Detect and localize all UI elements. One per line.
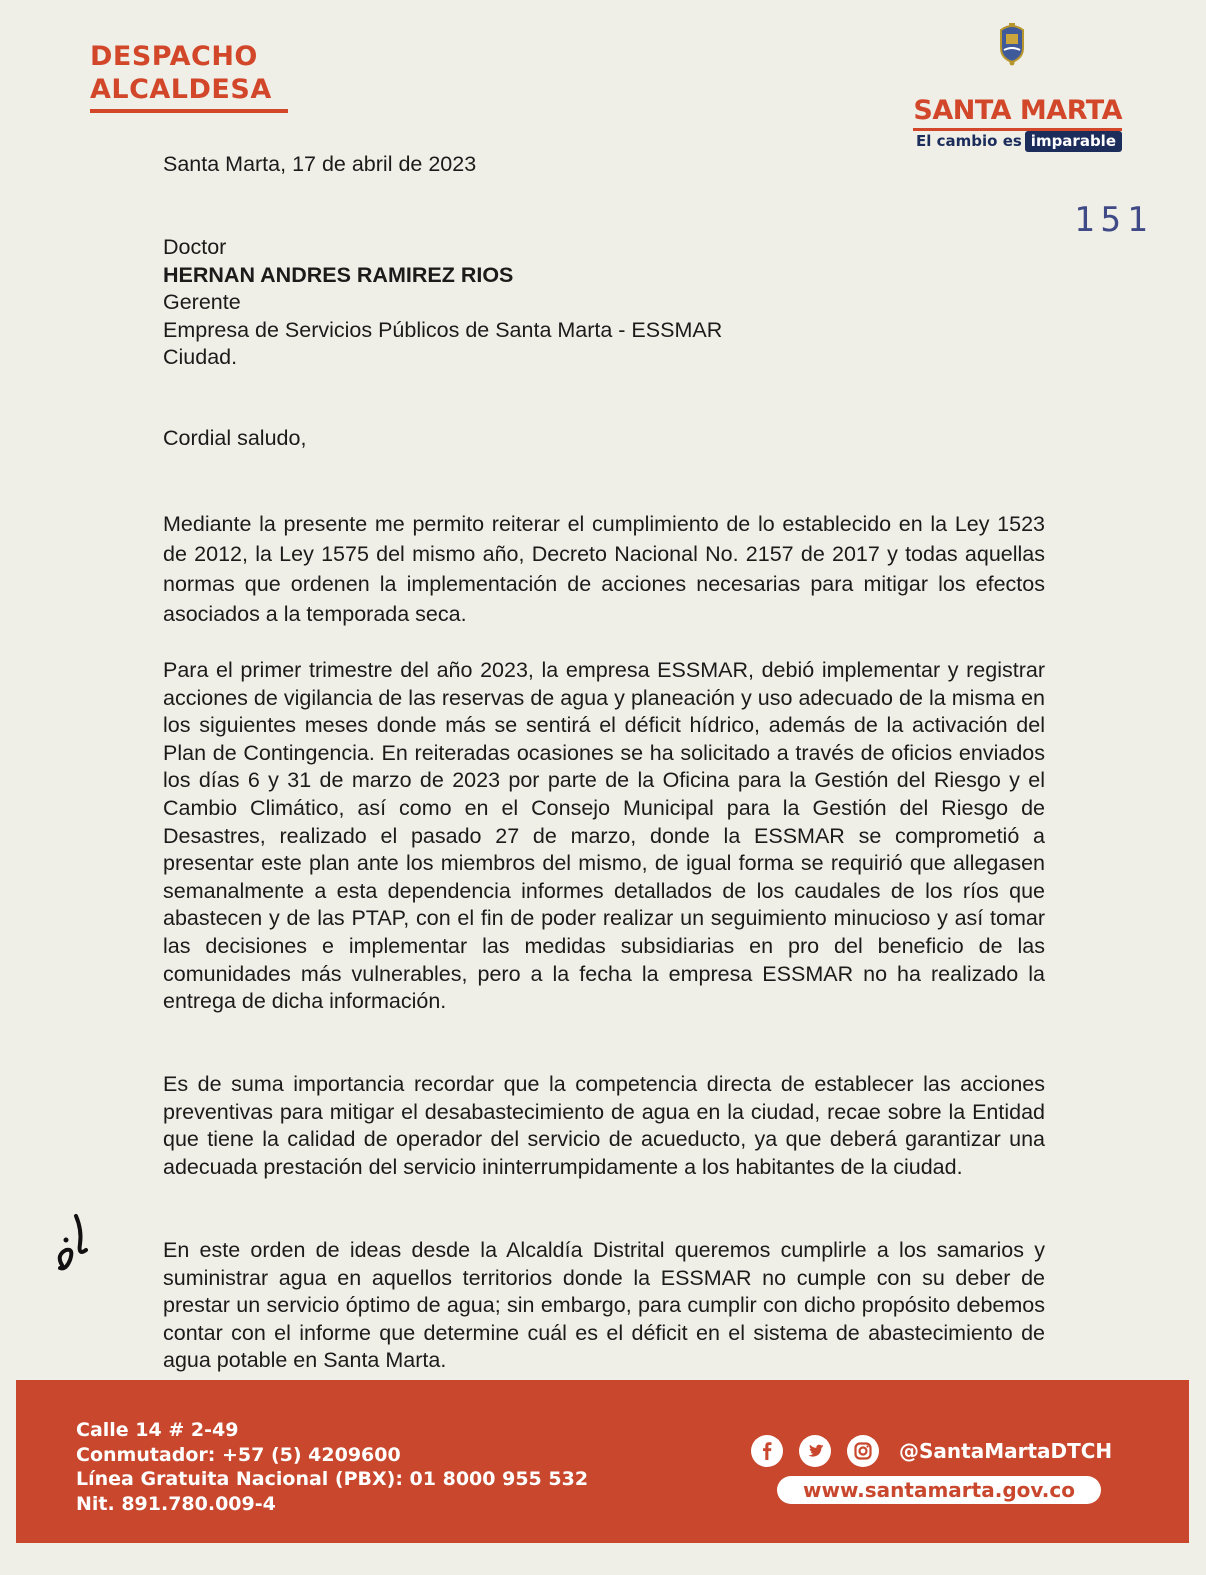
paragraph-3: Es de suma importancia recordar que la competencia directa de establecer las acciones preventivas para mitigar el desabastecimiento de agua en la ciudad, recae sobre la Entidad que tiene la calidad de operador del servicio de acueducto, ya que deberá garantizar una adecuada prestación del servicio ininterrumpidamente a los habitantes de la ciudad. bbox=[163, 1072, 1045, 1179]
social-handle[interactable]: @SantaMartaDTCH bbox=[899, 1439, 1113, 1463]
office-underline bbox=[90, 109, 288, 113]
footer-toll-free: Línea Gratuita Nacional (PBX): 01 8000 955 532 bbox=[76, 1468, 589, 1490]
facebook-icon[interactable] bbox=[751, 1435, 783, 1467]
filing-stamp-number: 151 bbox=[1074, 200, 1154, 240]
slogan-highlight: imparable bbox=[1025, 131, 1122, 152]
paragraph-4: En este orden de ideas desde la Alcaldía Distrital queremos cumplirle a los samarios y suministrar agua en aquellos territorios donde la ESSMAR no cumple con su deber de prestar un servicio óptimo de agua; sin embargo, para cumplir con dicho propósito debemos contar con el informe que determine cuál es el déficit en el sistema de abastecimiento de agua potable en Santa Marta. bbox=[163, 1238, 1045, 1373]
coat-of-arms-icon bbox=[997, 22, 1027, 66]
city-brand-name: SANTA MARTA bbox=[913, 95, 1122, 131]
recipient-name: HERNAN ANDRES RAMIREZ RIOS bbox=[163, 262, 514, 287]
twitter-icon[interactable] bbox=[799, 1435, 831, 1467]
paragraph-1: Mediante la presente me permito reiterar el cumplimiento de lo establecido en la Ley 1523 de 2012, la Ley 1575 del mismo año, Decreto Nacional No. 2157 de 2017 y todas aquellas normas que ordenen la implementación de acciones necesarias para mitigar los efectos asociados a la temporada seca. bbox=[163, 512, 1045, 626]
slogan bbox=[916, 132, 1122, 150]
recipient-block bbox=[163, 234, 1045, 372]
greeting: Cordial saludo, bbox=[163, 426, 307, 450]
slogan-prefix: El cambio es bbox=[916, 132, 1022, 150]
handwritten-margin-mark bbox=[52, 1210, 94, 1280]
website-link[interactable]: www.santamarta.gov.co bbox=[777, 1476, 1101, 1504]
footer-switchboard: Conmutador: +57 (5) 4209600 bbox=[76, 1443, 401, 1466]
footer-address: Calle 14 # 2-49 bbox=[76, 1419, 239, 1441]
recipient-title: Doctor bbox=[163, 235, 227, 259]
office-line-1: DESPACHO bbox=[90, 41, 258, 72]
footer-band bbox=[16, 1380, 1189, 1543]
office-header bbox=[90, 40, 288, 113]
instagram-icon[interactable] bbox=[847, 1435, 879, 1467]
recipient-role: Gerente bbox=[163, 290, 241, 315]
social-links bbox=[751, 1434, 1112, 1468]
office-line-2: ALCALDESA bbox=[90, 74, 272, 105]
recipient-company: Empresa de Servicios Públicos de Santa Marta - ESSMAR bbox=[163, 317, 723, 342]
letter-date: Santa Marta, 17 de abril de 2023 bbox=[163, 152, 477, 176]
footer-nit: Nit. 891.780.009-4 bbox=[76, 1492, 276, 1515]
paragraph-2: Para el primer trimestre del año 2023, la empresa ESSMAR, debió implementar y registrar acciones de vigilancia de las reservas de agua y planeación y uso adecuado de la misma en los siguientes meses donde más se sentirá el déficit hídrico, además de la activación del Plan de Contingencia. En reiteradas ocasiones se ha solicitado a través de oficios enviados los días 6 y 31 de marzo de 2023 por parte de la Oficina para la Gestión del Riesgo y el Cambio Climático, así como en el Consejo Municipal para la Gestión del Riesgo de Desastres, realizado el pasado 27 de marzo, donde la ESSMAR se comprometió a presentar este plan ante los miembros del mismo, de igual forma se requirió que allegasen semanalmente a esta dependencia informes detallados de los caudales de los ríos que abastecen y de las PTAP, con el fin de poder realizar un seguimiento minucioso y así tomar las decisiones e implementar las medidas subsidiarias en pro del beneficio de las comunidades más vulnerables, pero a la fecha la empresa ESSMAR no ha realizado la entrega de dicha información. bbox=[163, 658, 1045, 1014]
footer-contact bbox=[76, 1418, 588, 1516]
recipient-city: Ciudad. bbox=[163, 345, 238, 370]
